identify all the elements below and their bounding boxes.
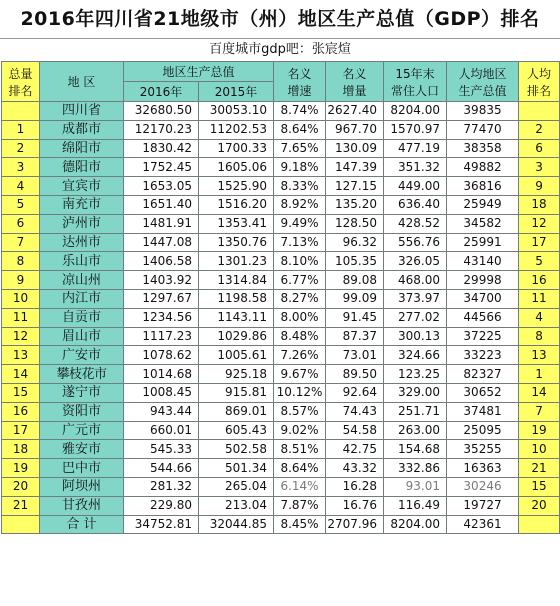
population-cell: 373.97 [384,289,447,308]
per-capita-rank-cell: 21 [519,459,560,478]
region-cell: 广元市 [40,421,124,440]
per-capita-rank-cell: 13 [519,346,560,365]
gdp-ranking-table [1,61,560,534]
region-cell: 合 计 [40,515,124,534]
gdp-2016-cell: 1014.68 [124,365,199,384]
growth-cell: 7.65% [274,139,326,158]
region-cell: 巴中市 [40,459,124,478]
rank-cell: 17 [2,421,40,440]
table-row [2,252,560,271]
per-capita-cell: 39835 [447,102,519,121]
region-cell: 攀枝花市 [40,365,124,384]
gdp-2015-cell: 925.18 [199,365,274,384]
increase-cell: 91.45 [326,308,384,327]
region-cell: 阿坝州 [40,477,124,496]
header-nominal-increase-line1: 名义 [342,66,367,81]
increase-cell: 54.58 [326,421,384,440]
rank-cell: 4 [2,177,40,196]
gdp-2016-cell: 943.44 [124,402,199,421]
header-nominal-growth-line1: 名义 [287,66,312,81]
population-cell: 154.68 [384,440,447,459]
region-cell: 宜宾市 [40,177,124,196]
gdp-2015-cell: 1350.76 [199,233,274,252]
header-gdp-group: 地区生产总值 [124,62,274,82]
gdp-2016-cell: 1653.05 [124,177,199,196]
increase-cell: 2627.40 [326,102,384,121]
gdp-2015-cell: 1605.06 [199,158,274,177]
rank-cell: 3 [2,158,40,177]
increase-cell: 127.15 [326,177,384,196]
increase-cell: 42.75 [326,440,384,459]
growth-cell: 8.10% [274,252,326,271]
table-row [2,139,560,158]
table-row [2,120,560,139]
header-region: 地 区 [40,62,124,102]
population-cell: 123.25 [384,365,447,384]
gdp-2015-cell: 1700.33 [199,139,274,158]
increase-cell: 87.37 [326,327,384,346]
header-per-capita-rank [519,62,560,102]
population-cell: 468.00 [384,271,447,290]
table-row [2,271,560,290]
header-rank-line1: 总量 [8,66,33,81]
table-row [2,327,560,346]
growth-cell: 7.13% [274,233,326,252]
gdp-2015-cell: 605.43 [199,421,274,440]
region-cell: 广安市 [40,346,124,365]
rank-cell [2,102,40,121]
per-capita-cell: 25991 [447,233,519,252]
per-capita-cell: 25949 [447,195,519,214]
table-row [2,477,560,496]
rank-cell: 13 [2,346,40,365]
rank-cell: 21 [2,496,40,515]
growth-cell: 8.51% [274,440,326,459]
region-cell: 南充市 [40,195,124,214]
region-cell: 凉山州 [40,271,124,290]
header-rank [2,62,40,102]
gdp-2016-cell: 544.66 [124,459,199,478]
table-row [2,177,560,196]
population-cell: 332.86 [384,459,447,478]
rank-cell: 15 [2,383,40,402]
per-capita-cell: 43140 [447,252,519,271]
per-capita-rank-cell: 14 [519,383,560,402]
table-row [2,383,560,402]
gdp-2016-cell: 34752.81 [124,515,199,534]
per-capita-rank-cell: 9 [519,177,560,196]
per-capita-rank-cell [519,102,560,121]
rank-cell: 20 [2,477,40,496]
population-cell: 329.00 [384,383,447,402]
rank-cell: 12 [2,327,40,346]
gdp-2015-cell: 213.04 [199,496,274,515]
region-cell: 四川省 [40,102,124,121]
header-population-line1: 15年末 [395,66,435,81]
gdp-2016-cell: 12170.23 [124,120,199,139]
increase-cell: 130.09 [326,139,384,158]
per-capita-cell: 30652 [447,383,519,402]
header-nominal-increase-line2: 增量 [342,83,367,98]
population-cell: 300.13 [384,327,447,346]
table-row [2,402,560,421]
table-row [2,365,560,384]
growth-cell: 8.92% [274,195,326,214]
gdp-2016-cell: 1117.23 [124,327,199,346]
gdp-2016-cell: 660.01 [124,421,199,440]
region-cell: 自贡市 [40,308,124,327]
per-capita-cell: 16363 [447,459,519,478]
growth-cell: 7.26% [274,346,326,365]
per-capita-cell: 37225 [447,327,519,346]
increase-cell: 105.35 [326,252,384,271]
increase-cell: 16.76 [326,496,384,515]
population-cell: 477.19 [384,139,447,158]
per-capita-cell: 49882 [447,158,519,177]
rank-cell: 19 [2,459,40,478]
per-capita-rank-cell: 3 [519,158,560,177]
per-capita-cell: 19727 [447,496,519,515]
increase-cell: 2707.96 [326,515,384,534]
per-capita-cell: 82327 [447,365,519,384]
growth-cell: 9.67% [274,365,326,384]
growth-cell: 6.77% [274,271,326,290]
per-capita-rank-cell: 11 [519,289,560,308]
region-cell: 眉山市 [40,327,124,346]
region-cell: 泸州市 [40,214,124,233]
population-cell: 277.02 [384,308,447,327]
gdp-2015-cell: 1353.41 [199,214,274,233]
per-capita-rank-cell: 18 [519,195,560,214]
gdp-2015-cell: 501.34 [199,459,274,478]
header-per-capita-line2: 生产总值 [458,83,507,98]
rank-cell: 2 [2,139,40,158]
per-capita-rank-cell: 17 [519,233,560,252]
increase-cell: 89.08 [326,271,384,290]
per-capita-cell: 33223 [447,346,519,365]
region-cell: 内江市 [40,289,124,308]
table-row [2,459,560,478]
population-cell: 8204.00 [384,515,447,534]
rank-cell: 14 [2,365,40,384]
increase-cell: 128.50 [326,214,384,233]
gdp-2015-cell: 1005.61 [199,346,274,365]
per-capita-rank-cell: 1 [519,365,560,384]
per-capita-rank-cell: 8 [519,327,560,346]
increase-cell: 43.32 [326,459,384,478]
rank-cell: 18 [2,440,40,459]
increase-cell: 74.43 [326,402,384,421]
gdp-2016-cell: 32680.50 [124,102,199,121]
growth-cell: 7.87% [274,496,326,515]
per-capita-cell: 42361 [447,515,519,534]
table-row [2,158,560,177]
gdp-2016-cell: 1447.08 [124,233,199,252]
gdp-2016-cell: 1406.58 [124,252,199,271]
region-cell: 资阳市 [40,402,124,421]
increase-cell: 73.01 [326,346,384,365]
population-cell: 326.05 [384,252,447,271]
growth-cell: 8.74% [274,102,326,121]
gdp-2015-cell: 1516.20 [199,195,274,214]
increase-cell: 147.39 [326,158,384,177]
increase-cell: 967.70 [326,120,384,139]
gdp-2016-cell: 1752.45 [124,158,199,177]
increase-cell: 135.20 [326,195,384,214]
header-nominal-increase [326,62,384,102]
growth-cell: 8.27% [274,289,326,308]
rank-cell: 6 [2,214,40,233]
increase-cell: 96.32 [326,233,384,252]
region-cell: 成都市 [40,120,124,139]
header-population-line2: 常住人口 [391,83,440,98]
per-capita-cell: 36816 [447,177,519,196]
rank-cell: 7 [2,233,40,252]
gdp-2015-cell: 869.01 [199,402,274,421]
per-capita-rank-cell: 7 [519,402,560,421]
increase-cell: 99.09 [326,289,384,308]
table-body [2,102,560,534]
gdp-2015-cell: 1029.86 [199,327,274,346]
population-cell: 263.00 [384,421,447,440]
growth-cell: 8.64% [274,120,326,139]
table-row [2,233,560,252]
per-capita-cell: 34700 [447,289,519,308]
gdp-2016-cell: 545.33 [124,440,199,459]
population-cell: 1570.97 [384,120,447,139]
population-cell: 636.40 [384,195,447,214]
header-per-capita-rank-line2: 排名 [527,83,552,98]
page-subtitle: 百度城市gdp吧：张宸煊 [0,38,560,61]
gdp-2015-cell: 502.58 [199,440,274,459]
gdp-2016-cell: 1481.91 [124,214,199,233]
region-cell: 德阳市 [40,158,124,177]
per-capita-cell: 77470 [447,120,519,139]
header-per-capita-line1: 人均地区 [458,66,507,81]
gdp-2015-cell: 265.04 [199,477,274,496]
gdp-2016-cell: 1234.56 [124,308,199,327]
rank-cell: 9 [2,271,40,290]
region-cell: 达州市 [40,233,124,252]
gdp-2015-cell: 1301.23 [199,252,274,271]
table-row [2,289,560,308]
table-row [2,214,560,233]
growth-cell: 9.18% [274,158,326,177]
per-capita-cell: 38358 [447,139,519,158]
population-cell: 8204.00 [384,102,447,121]
gdp-2015-cell: 915.81 [199,383,274,402]
rank-cell: 8 [2,252,40,271]
header-per-capita [447,62,519,102]
header-rank-line2: 排名 [8,83,33,98]
per-capita-rank-cell: 16 [519,271,560,290]
rank-cell: 1 [2,120,40,139]
table-row [2,440,560,459]
gdp-2016-cell: 1830.42 [124,139,199,158]
growth-cell: 8.00% [274,308,326,327]
gdp-2016-cell: 229.80 [124,496,199,515]
increase-cell: 16.28 [326,477,384,496]
per-capita-rank-cell: 5 [519,252,560,271]
per-capita-rank-cell: 12 [519,214,560,233]
growth-cell: 10.12% [274,383,326,402]
header-year-2015: 2015年 [199,82,274,102]
population-cell: 556.76 [384,233,447,252]
growth-cell: 8.33% [274,177,326,196]
header-nominal-growth-line2: 增速 [287,83,312,98]
population-cell: 93.01 [384,477,447,496]
per-capita-cell: 34582 [447,214,519,233]
per-capita-cell: 44566 [447,308,519,327]
gdp-2015-cell: 1525.90 [199,177,274,196]
population-cell: 449.00 [384,177,447,196]
population-cell: 251.71 [384,402,447,421]
gdp-2015-cell: 1143.11 [199,308,274,327]
rank-cell: 10 [2,289,40,308]
growth-cell: 9.02% [274,421,326,440]
per-capita-rank-cell: 2 [519,120,560,139]
population-cell: 351.32 [384,158,447,177]
region-cell: 甘孜州 [40,496,124,515]
population-cell: 324.66 [384,346,447,365]
table-row [2,102,560,121]
region-cell: 乐山市 [40,252,124,271]
gdp-2015-cell: 11202.53 [199,120,274,139]
population-cell: 116.49 [384,496,447,515]
growth-cell: 8.48% [274,327,326,346]
gdp-2016-cell: 1078.62 [124,346,199,365]
total-row [2,515,560,534]
gdp-2016-cell: 281.32 [124,477,199,496]
header-population [384,62,447,102]
growth-cell: 9.49% [274,214,326,233]
region-cell: 雅安市 [40,440,124,459]
per-capita-rank-cell: 4 [519,308,560,327]
region-cell: 遂宁市 [40,383,124,402]
growth-cell: 8.64% [274,459,326,478]
gdp-2016-cell: 1297.67 [124,289,199,308]
per-capita-cell: 35255 [447,440,519,459]
per-capita-rank-cell: 10 [519,440,560,459]
per-capita-cell: 30246 [447,477,519,496]
growth-cell: 8.57% [274,402,326,421]
table-row [2,308,560,327]
increase-cell: 92.64 [326,383,384,402]
growth-cell: 6.14% [274,477,326,496]
rank-cell: 11 [2,308,40,327]
per-capita-rank-cell: 6 [519,139,560,158]
per-capita-cell: 37481 [447,402,519,421]
region-cell: 绵阳市 [40,139,124,158]
per-capita-rank-cell [519,515,560,534]
rank-cell: 16 [2,402,40,421]
per-capita-cell: 25095 [447,421,519,440]
table-row [2,195,560,214]
page-title: 2016年四川省21地级市（州）地区生产总值（GDP）排名 [20,8,540,30]
rank-cell: 5 [2,195,40,214]
header-per-capita-rank-line1: 人均 [527,66,552,81]
growth-cell: 8.45% [274,515,326,534]
per-capita-cell: 29998 [447,271,519,290]
per-capita-rank-cell: 15 [519,477,560,496]
table-row [2,346,560,365]
table-row [2,421,560,440]
population-cell: 428.52 [384,214,447,233]
table-row [2,496,560,515]
gdp-2015-cell: 32044.85 [199,515,274,534]
increase-cell: 89.50 [326,365,384,384]
gdp-2015-cell: 1314.84 [199,271,274,290]
gdp-2016-cell: 1403.92 [124,271,199,290]
gdp-2016-cell: 1008.45 [124,383,199,402]
gdp-2015-cell: 30053.10 [199,102,274,121]
rank-cell [2,515,40,534]
gdp-2015-cell: 1198.58 [199,289,274,308]
per-capita-rank-cell: 20 [519,496,560,515]
header-nominal-growth [274,62,326,102]
gdp-2016-cell: 1651.40 [124,195,199,214]
per-capita-rank-cell: 19 [519,421,560,440]
header-year-2016: 2016年 [124,82,199,102]
